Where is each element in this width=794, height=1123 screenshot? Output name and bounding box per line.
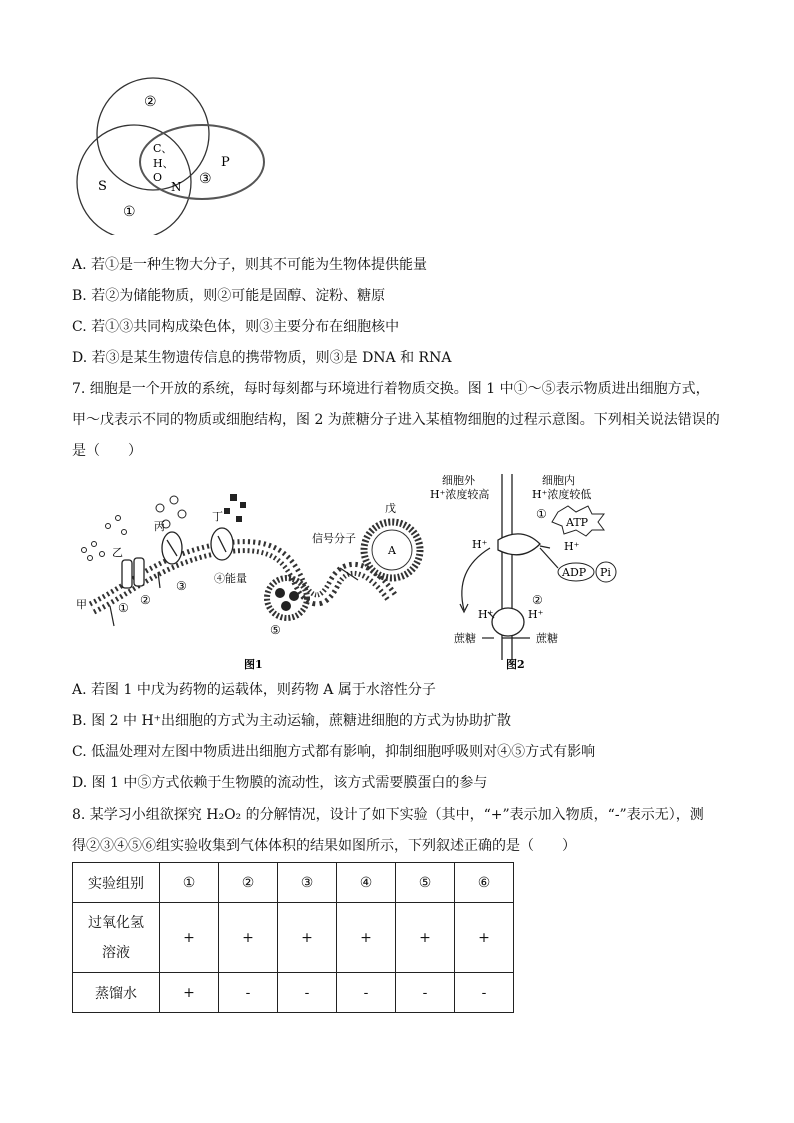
fig1-label-jia: 甲 — [76, 598, 87, 611]
q6-option-a: A. 若①是一种生物大分子，则其不可能为生物体提供能量 — [72, 257, 428, 273]
table-cell: + — [396, 903, 455, 973]
row-label-line-1: 过氧化氢 — [88, 914, 144, 931]
table-cell: - — [396, 973, 455, 1013]
table-cell: + — [455, 903, 514, 973]
fig1-label-wu: 戊 — [385, 502, 396, 515]
fig2-h-left: H⁺ — [472, 538, 488, 551]
fig1-label-1: ① — [118, 601, 129, 615]
proton-pump — [498, 534, 540, 555]
venn-label-3: ③ — [199, 171, 212, 187]
pump-protein-ding — [211, 528, 233, 560]
table-row-label — [73, 903, 160, 973]
table-cell: - — [278, 973, 337, 1013]
table-cell: - — [219, 973, 278, 1013]
fig1-label-2: ② — [140, 593, 151, 607]
fig1-label-signal: 信号分子 — [312, 532, 356, 545]
fig1-label-yi: 乙 — [112, 546, 123, 559]
table-cell: + — [278, 903, 337, 973]
table-header-cell: ③ — [278, 863, 337, 903]
table-header-row — [73, 863, 514, 903]
fig2-sucrose-left: 蔗糖 — [454, 632, 476, 645]
fig1-label-drug: A — [388, 544, 396, 557]
fig2-caption: 图2 — [506, 658, 525, 671]
fig1-caption: 图1 — [244, 658, 263, 671]
table-cell: + — [160, 973, 219, 1013]
q7-stem-line2: 甲～戊表示不同的物质或细胞结构，图 2 为蔗糖分子进入某植物细胞的过程示意图。下列相关说法错误的 — [72, 412, 720, 428]
table-cell: - — [337, 973, 396, 1013]
venn-label-p: P — [221, 155, 230, 170]
table-header-cell: ⑥ — [455, 863, 514, 903]
q7-option-a: A. 若图 1 中戊为药物的运载体，则药物 A 属于水溶性分子 — [72, 682, 436, 698]
fig2-h-right: H⁺ — [564, 540, 580, 553]
q7-stem-line3: 是（ ） — [72, 443, 142, 459]
table-cell: - — [455, 973, 514, 1013]
venn-label-s: S — [98, 179, 107, 194]
venn-label-2: ② — [144, 94, 157, 110]
table-header-cell: 实验组别 — [73, 863, 160, 903]
fig2-outside-2: H⁺浓度较高 — [430, 488, 490, 501]
venn-label-n: N — [171, 180, 182, 194]
q6-option-d: D. 若③是某生物遗传信息的携带物质，则③是 DNA 和 RNA — [72, 350, 452, 366]
q8-stem-line2: 得②③④⑤⑥组实验收集到气体体积的结果如图所示，下列叙述正确的是（ ） — [72, 838, 576, 854]
q6-option-c: C. 若①③共同构成染色体，则③主要分布在细胞核中 — [72, 319, 400, 335]
fig2-h-bottom-left: H⁺ — [478, 608, 494, 621]
q7-option-d: D. 图 1 中⑤方式依赖于生物膜的流动性，该方式需要膜蛋白的参与 — [72, 775, 488, 791]
ding-particles — [224, 494, 246, 522]
table-header-cell: ② — [219, 863, 278, 903]
fig2-pi: Pi — [600, 566, 611, 579]
fig1-label-5: ⑤ — [270, 623, 281, 637]
table-cell: + — [219, 903, 278, 973]
q7-option-b: B. 图 2 中 H⁺出细胞的方式为主动运输，蔗糖进细胞的方式为协助扩散 — [72, 713, 512, 729]
fig2-label-1: ① — [536, 507, 547, 521]
figure-1-membrane-transport — [72, 488, 442, 673]
fig2-inside-1: 细胞内 — [542, 474, 575, 487]
row-label-line-2: 溶液 — [102, 944, 130, 961]
q7-stem-line1: 7. 细胞是一个开放的系统，每时每刻都与环境进行着物质交换。图 1 中①～⑤表示物质进出细胞方式， — [72, 381, 710, 397]
venn-center-o: O — [153, 171, 163, 184]
fig1-label-bing: 丙 — [154, 520, 165, 533]
fig2-atp: ATP — [566, 516, 589, 529]
fig2-h-bottom-right: H⁺ — [528, 608, 544, 621]
venn-center-c: C、 — [153, 142, 173, 155]
fig2-inside-2: H⁺浓度较低 — [532, 488, 592, 501]
table-header-cell: ④ — [337, 863, 396, 903]
table-cell: + — [337, 903, 396, 973]
q6-option-b: B. 若②为储能物质，则②可能是固醇、淀粉、糖原 — [72, 288, 386, 304]
fig1-label-4: ④能量 — [214, 572, 247, 585]
q7-option-c: C. 低温处理对左图中物质进出细胞方式都有影响，抑制细胞呼吸则对④⑤方式有影响 — [72, 744, 596, 760]
table-cell: + — [160, 903, 219, 973]
fig2-sucrose-right: 蔗糖 — [536, 632, 558, 645]
sucrose-cotransporter — [492, 608, 524, 636]
venn-label-1: ① — [123, 204, 136, 220]
fig1-label-3: ③ — [176, 579, 187, 593]
fig2-label-2: ② — [532, 593, 543, 607]
table-row-h2o2 — [73, 903, 514, 973]
table-header-cell: ① — [160, 863, 219, 903]
fig2-adp: ADP — [562, 566, 587, 579]
figure-2-sucrose-transport — [428, 470, 628, 675]
table-row-water — [73, 973, 514, 1013]
experiment-table — [72, 862, 514, 1013]
fig1-label-ding: 丁 — [212, 510, 223, 523]
q8-stem-line1: 8. 某学习小组欲探究 H₂O₂ 的分解情况，设计了如下实验（其中，“+”表示加入物质，“-”表示无），测 — [72, 807, 704, 823]
table-row-label: 蒸馏水 — [73, 973, 160, 1013]
table-header-cell: ⑤ — [396, 863, 455, 903]
venn-center-h: H、 — [153, 157, 174, 170]
venn-diagram — [70, 70, 270, 235]
fig2-outside-1: 细胞外 — [442, 474, 475, 487]
carrier-protein-bing — [162, 532, 182, 564]
